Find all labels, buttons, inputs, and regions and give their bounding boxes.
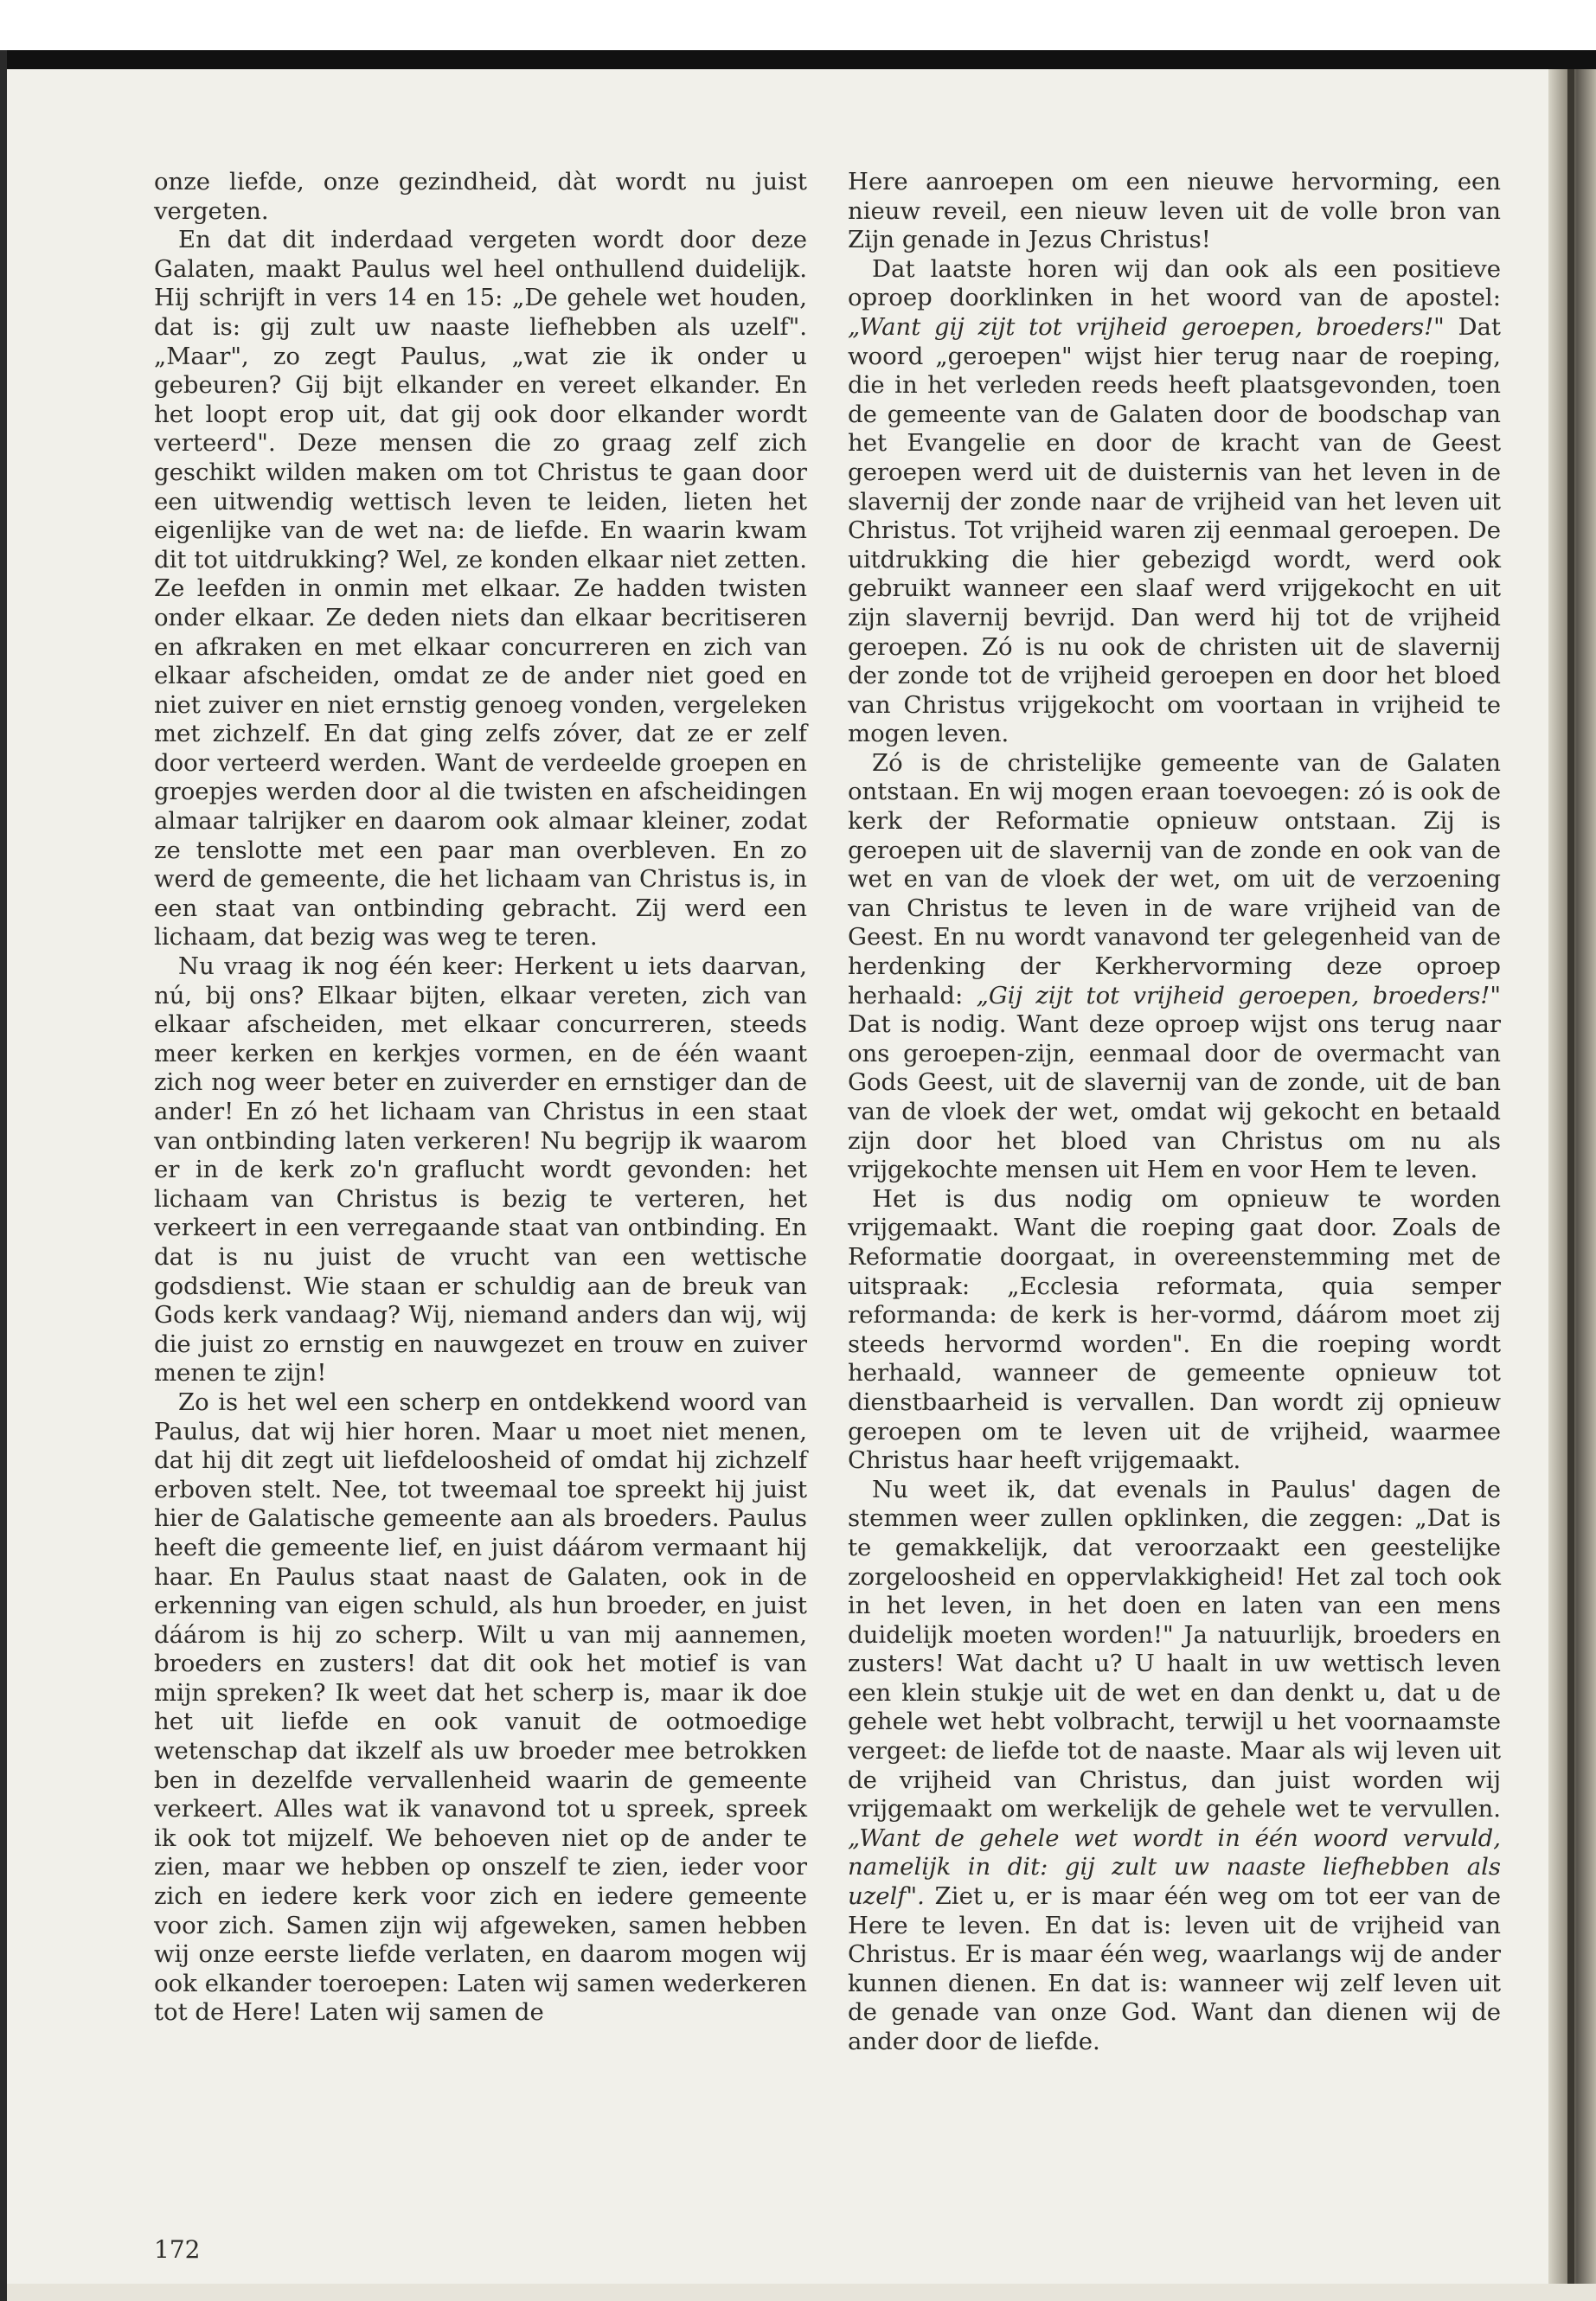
paragraph bbox=[848, 255, 1501, 749]
paragraph-text: Zó is de christelijke gemeente van de Galaten ontstaan. En wij mogen eraan toevoegen: zó is ook de kerk der Reformatie opnieuw ontstaan. Zij is geroepen uit de slavernij van de zonde en ook van de wet en van de vloek der wet, om uit de verzoening van Christus te leven in de ware vrijheid van de Geest. En nu wordt vanavond ter gelegenheid van de herdenking der Kerkhervorming deze oproep herhaald: bbox=[848, 748, 1501, 1009]
paragraph bbox=[848, 749, 1501, 1185]
paragraph: En dat dit inderdaad vergeten wordt door deze Galaten, maakt Paulus wel heel onthullend duidelijk. Hij schrijft in vers 14 en 15: „De gehele wet houden, dat is: gij zult uw naaste liefhebben als uzelf". „Maar", zo zegt Paulus, „wat zie ik onder u gebeuren? Gij bijt elkander en vereet elkander. En het loopt erop uit, dat gij ook door elkander wordt verteerd". Deze mensen die zo graag zelf zich geschikt wilden maken om tot Christus te gaan door een uitwendig wettisch leven te leiden, lieten het eigenlijke van de wet na: de liefde. En waarin kwam dit tot uitdrukking? Wel, ze konden elkaar niet zetten. Ze leefden in onmin met elkaar. Ze hadden twisten onder elkaar. Ze deden niets dan elkaar becritiseren en afkraken en met elkaar concurreren en zich van elkaar afscheiden, omdat ze de ander niet goed en niet zuiver en niet ernstig genoeg vonden, vergeleken met zichzelf. En dat ging zelfs zóver, dat ze er zelf door verteerd werden. Want de verdeelde groepen en groepjes werden door al die twisten en afscheidingen almaar talrijker en daarom ook almaar kleiner, zodat ze tenslotte met een paar man overbleven. En zo werd de gemeente, die het lichaam van Christus is, in een staat van ontbinding gebracht. Zij werd een lichaam, dat bezig was weg te teren. bbox=[154, 226, 807, 952]
paragraph-text: Dat is nodig. Want deze oproep wijst ons terug naar ons geroepen-zijn, eenmaal door de overmacht van Gods Geest, uit de slavernij van de zonde, uit de ban van de vloek der wet, omdat wij gekocht en betaald zijn door het bloed van Christus om nu als vrijgekochte mensen uit Hem en voor Hem te leven. bbox=[848, 1010, 1501, 1184]
paragraph-text: Dat woord „geroepen" wijst hier terug naar de roeping, die in het verleden reeds heeft plaatsgevonden, toen de gemeente van de Galaten door de boodschap van het Evangelie en door de kracht van de Geest geroepen werd uit de duisternis van het leven in de slavernij der zonde naar de vrijheid van het leven uit Christus. Tot vrijheid waren zij eenmaal geroepen. De uitdrukking die hier gebezigd wordt, werd ook gebruikt wanneer een slaaf werd vrijgekocht en uit zijn slavernij bevrijd. Dan werd hij tot de vrijheid geroepen. Zó is nu ook de christen uit de slavernij der zonde tot de vrijheid geroepen en door het bloed van Christus vrijgekocht om voortaan in vrijheid te mogen leven. bbox=[848, 312, 1501, 748]
book-spine-shadow bbox=[1567, 69, 1574, 2284]
italic-quote: „Want de gehele wet wordt in één woord vervuld, namelijk in dit: gij zult uw naaste liefhebben als uzelf". bbox=[848, 1823, 1501, 1911]
italic-quote: „Want gij zijt tot vrijheid geroepen, broeders!" bbox=[848, 312, 1445, 341]
scan-left-border bbox=[0, 50, 7, 2301]
page-number: 172 bbox=[154, 2235, 201, 2264]
paragraph: Zo is het wel een scherp en ontdekkend woord van Paulus, dat wij hier horen. Maar u moet niet menen, dat hij dit zegt uit liefdeloosheid of omdat hij zichzelf erboven stelt. Nee, tot tweemaal toe spreekt hij juist hier de Galatische gemeente aan als broeders. Paulus heeft die gemeente lief, en juist dáárom vermaant hij haar. En Paulus staat naast de Galaten, ook in de erkenning van eigen schuld, als hun broeder, en juist dáárom is hij zo scherp. Wilt u van mij aannemen, broeders en zusters! dat dit ook het motief is van mijn spreken? Ik weet dat het scherp is, maar ik doe het uit liefde en ook vanuit de ootmoedige wetenschap dat ikzelf als uw broeder mee betrokken ben in dezelfde vervallenheid waarin de gemeente verkeert. Alles wat ik vanavond tot u spreek, spreek ik ook tot mijzelf. We behoeven niet op de ander te zien, maar we hebben op onszelf te zien, ieder voor zich en iedere kerk voor zich en iedere gemeente voor zich. Samen zijn wij afgeweken, samen hebben wij onze eerste liefde verlaten, en daarom mogen wij ook elkander toeroepen: Laten wij samen wederkeren tot de Here! Laten wij samen de bbox=[154, 1388, 807, 2027]
paragraph: Here aanroepen om een nieuwe hervorming, een nieuw reveil, een nieuw leven uit de volle bron van Zijn genade in Jezus Christus! bbox=[848, 168, 1501, 254]
paragraph-text: Nu weet ik, dat evenals in Paulus' dagen de stemmen weer zullen opklinken, die zeggen: „Dat is te gemakkelijk, dat veroorzaakt een geestelijke zorgeloosheid en oppervlakkigheid! Het zal toch ook in het leven, in het doen en laten van een mens duidelijk moeten worden!" Ja natuurlijk, broeders en zusters! Wat dacht u? U haalt in uw wettisch leven een klein stukje uit de wet en dan denkt u, dat u de gehele wet hebt volbracht, terwijl u het voornaamste vergeet: de liefde tot de naaste. Maar als wij leven uit de vrijheid van Christus, dan juist worden wij vrijgemaakt om werkelijk de gehele wet te vervullen. bbox=[848, 1475, 1501, 1823]
paragraph-text: Dat laatste horen wij dan ook als een positieve oproep doorklinken in het woord van de apostel: bbox=[848, 254, 1501, 312]
paragraph: onze liefde, onze gezindheid, dàt wordt nu juist vergeten. bbox=[154, 168, 807, 225]
scan-top-border bbox=[0, 50, 1596, 69]
right-text-column bbox=[848, 168, 1501, 2057]
paragraph: Nu vraag ik nog één keer: Herkent u iets daarvan, nú, bij ons? Elkaar bijten, elkaar vereten, zich van elkaar afscheiden, met elkaar concurreren, steeds meer kerken en kerkjes vormen, en de één waant zich nog weer beter en zuiverder en ernstiger dan de ander! En zó het lichaam van Christus in een staat van ontbinding laten verkeren! Nu begrijp ik waarom er in de kerk zo'n graflucht wordt gevonden: het lichaam van Christus is bezig te verteren, het verkeert in een verregaande staat van ontbinding. En dat is nu juist de vrucht van een wettische godsdienst. Wie staan er schuldig aan de breuk van Gods kerk vandaag? Wij, niemand anders dan wij, wij die juist zo ernstig en nauwgezet en trouw en zuiver menen te zijn! bbox=[154, 952, 807, 1388]
scan-bottom-border bbox=[7, 2284, 1596, 2301]
italic-quote: „Gij zijt tot vrijheid geroepen, broeders!" bbox=[976, 981, 1501, 1009]
paragraph-text: Ziet u, er is maar één weg om tot eer van de Here te leven. En dat is: leven uit de vrijheid van Christus. Er is maar één weg, waarlangs wij de ander kunnen dienen. En dat is: wanneer wij zelf leven uit de genade van onze God. Want dan dienen wij de ander door de liefde. bbox=[848, 1882, 1501, 2055]
paragraph bbox=[848, 1476, 1501, 2057]
paragraph: Het is dus nodig om opnieuw te worden vrijgemaakt. Want die roeping gaat door. Zoals de Reformatie doorgaat, in overeenstemming met de uitspraak: „Ecclesia reformata, quia semper reformanda: de kerk is her-vormd, dáárom moet zij steeds hervormd worden". En die roeping wordt herhaald, wanneer de gemeente opnieuw tot dienstbaarheid is vervallen. Dan wordt zij opnieuw geroepen om te leven uit de vrijheid, waarmee Christus haar heeft vrijgemaakt. bbox=[848, 1184, 1501, 1475]
left-text-column bbox=[154, 168, 807, 2028]
